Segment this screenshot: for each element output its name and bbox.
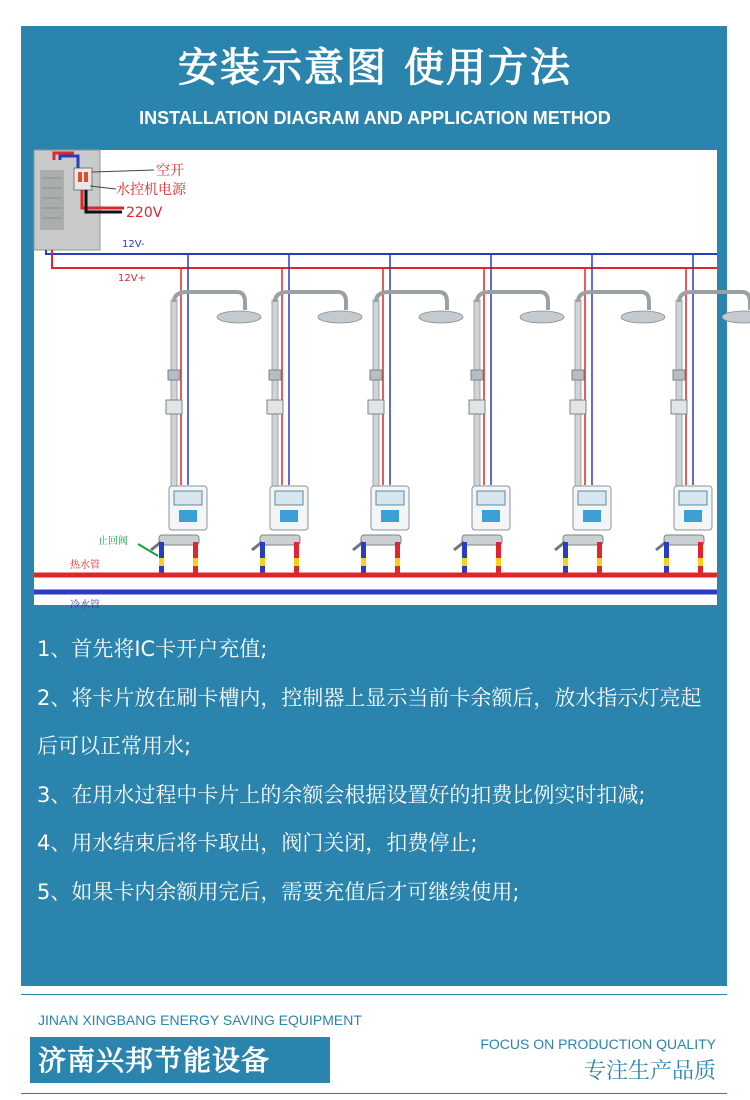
check-valve-label: 止回阀: [98, 536, 128, 547]
footer-divider-bottom: [21, 1093, 727, 1094]
power-supply-label: 水控机电源: [116, 182, 186, 198]
step-2: 2、将卡片放在刷卡槽内，控制器上显示当前卡余额后，放水指示灯亮起后可以正常用水;: [37, 685, 702, 758]
usage-steps: [37, 625, 717, 916]
cold-water-pipe-label: 冷水管: [70, 600, 100, 611]
positive-line-label: 12V+: [118, 273, 146, 284]
shower-unit: [454, 254, 564, 576]
bus-negative: [46, 250, 717, 254]
shower-unit: [353, 254, 463, 576]
bus-positive: [52, 250, 717, 268]
shower-unit: [656, 254, 750, 576]
negative-line-label: 12V-: [122, 239, 145, 250]
diagram-svg: [34, 150, 717, 611]
shower-unit: [151, 254, 261, 576]
page-subtitle: INSTALLATION DIAGRAM AND APPLICATION METHOD: [139, 108, 611, 128]
shower-units: [151, 254, 750, 576]
voltage-label: 220V: [126, 205, 163, 221]
shower-unit: [252, 254, 362, 576]
step-3: 3、在用水过程中卡片上的余额会根据设置好的扣费比例实时扣减;: [37, 782, 646, 807]
breaker-label: 空开: [156, 163, 184, 179]
hot-water-pipe-label: 热水管: [70, 560, 100, 571]
page-title: 安装示意图 使用方法: [178, 45, 572, 91]
power-box: [34, 150, 124, 250]
breaker-callout: [92, 170, 154, 172]
shower-unit: [555, 254, 665, 576]
step-4: 4、用水结束后将卡取出，阀门关闭，扣费停止;: [37, 831, 478, 855]
company-name-cn: 济南兴邦节能设备: [38, 1044, 271, 1077]
company-name-en: JINAN XINGBANG ENERGY SAVING EQUIPMENT: [38, 1012, 362, 1028]
slogan-cn: 专注生产品质: [583, 1059, 716, 1084]
step-5: 5、如果卡内余额用完后，需要充值后才可继续使用;: [37, 879, 520, 904]
footer-divider-top: [21, 994, 727, 995]
slogan-en: FOCUS ON PRODUCTION QUALITY: [480, 1036, 716, 1052]
step-1: 1、首先将IC卡开户充值;: [37, 637, 268, 661]
installation-diagram: [34, 150, 717, 611]
